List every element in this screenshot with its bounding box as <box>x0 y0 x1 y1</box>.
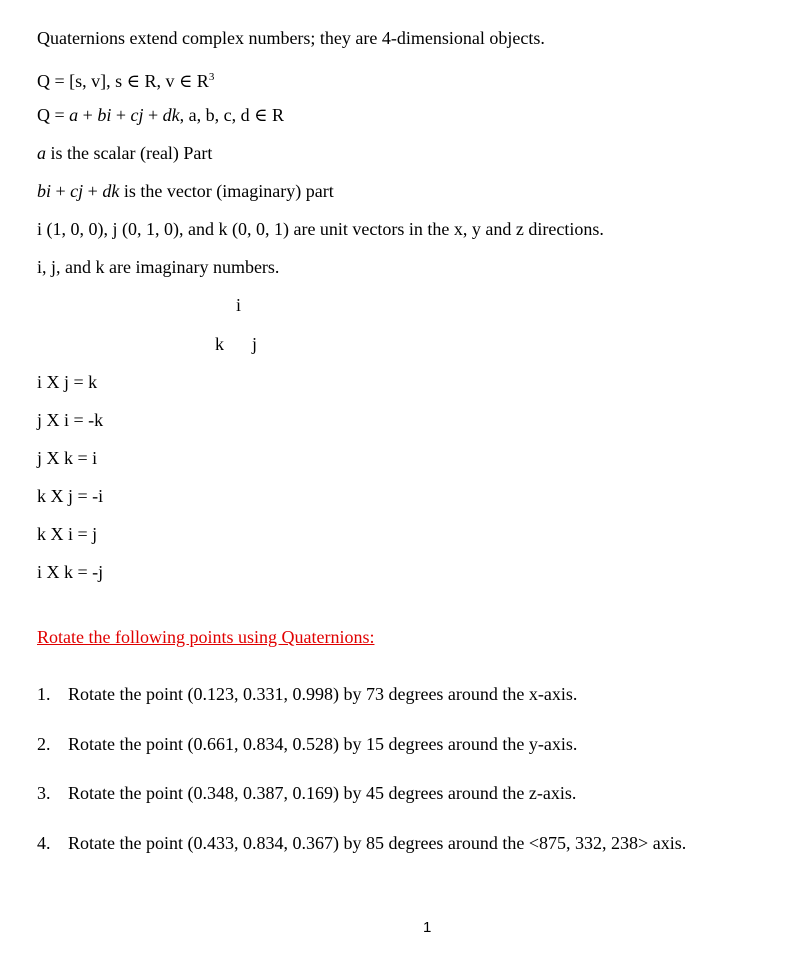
page-number: 1 <box>423 919 432 936</box>
eq2-dk: dk <box>162 105 180 125</box>
diagram-k: k <box>215 334 224 354</box>
vector-cj: cj <box>70 181 84 201</box>
vector-text: is the vector (imaginary) part <box>119 181 334 201</box>
product-row: j X k = i <box>37 448 98 468</box>
product-row: k X j = -i <box>37 486 104 506</box>
eq2-plus1: + <box>78 105 98 125</box>
scalar-a: a <box>37 143 46 163</box>
scalar-part-text <box>37 142 212 164</box>
scalar-text: is the scalar (real) Part <box>46 143 213 163</box>
list-item-number: 1. <box>37 684 51 704</box>
eq2-plus2: + <box>111 105 131 125</box>
eq2-cj: cj <box>130 105 144 125</box>
list-item <box>37 733 577 755</box>
list-item-number: 4. <box>37 833 51 853</box>
product-row: i X j = k <box>37 372 98 392</box>
eq2-bi: bi <box>97 105 112 125</box>
vector-part-text <box>37 180 334 202</box>
equation-q-sv <box>37 66 214 92</box>
diagram-i: i <box>236 295 242 315</box>
unit-vectors-text: i (1, 0, 0), j (0, 1, 0), and k (0, 0, 1) are unit vectors in the x, y and z directions. <box>37 219 604 239</box>
list-item-text: Rotate the point (0.348, 0.387, 0.169) by 45 degrees around the z-axis. <box>68 783 577 803</box>
vector-plus1: + <box>51 181 71 201</box>
equation-q-abcd <box>37 104 284 126</box>
list-item-text: Rotate the point (0.123, 0.331, 0.998) by 73 degrees around the x-axis. <box>68 684 578 704</box>
section-heading: Rotate the following points using Quaternions: <box>37 627 375 647</box>
equation-q-sv-main: Q = [s, v], s ∈ R, v ∈ R <box>37 71 209 91</box>
eq2-plus3: + <box>143 105 163 125</box>
product-row: j X i = -k <box>37 410 104 430</box>
vector-dk: dk <box>102 181 120 201</box>
vector-bi: bi <box>37 181 52 201</box>
diagram-j: j <box>252 334 258 354</box>
imaginary-text: i, j, and k are imaginary numbers. <box>37 257 280 277</box>
list-item-text: Rotate the point (0.433, 0.834, 0.367) by 85 degrees around the <875, 332, 238> axis. <box>68 833 687 853</box>
product-row: k X i = j <box>37 524 98 544</box>
intro-text: Quaternions extend complex numbers; they are 4-dimensional objects. <box>37 28 545 48</box>
list-item-number: 3. <box>37 783 51 803</box>
vector-plus2: + <box>83 181 103 201</box>
eq2-rest: , a, b, c, d ∈ R <box>179 105 284 125</box>
list-item <box>37 782 576 804</box>
list-item <box>37 683 577 705</box>
product-row: i X k = -j <box>37 562 104 582</box>
list-item-text: Rotate the point (0.661, 0.834, 0.528) by 15 degrees around the y-axis. <box>68 734 578 754</box>
list-item-number: 2. <box>37 734 51 754</box>
list-item <box>37 832 686 854</box>
eq2-q: Q = <box>37 105 70 125</box>
equation-q-sv-exponent: 3 <box>208 71 215 83</box>
eq2-a: a <box>69 105 79 125</box>
